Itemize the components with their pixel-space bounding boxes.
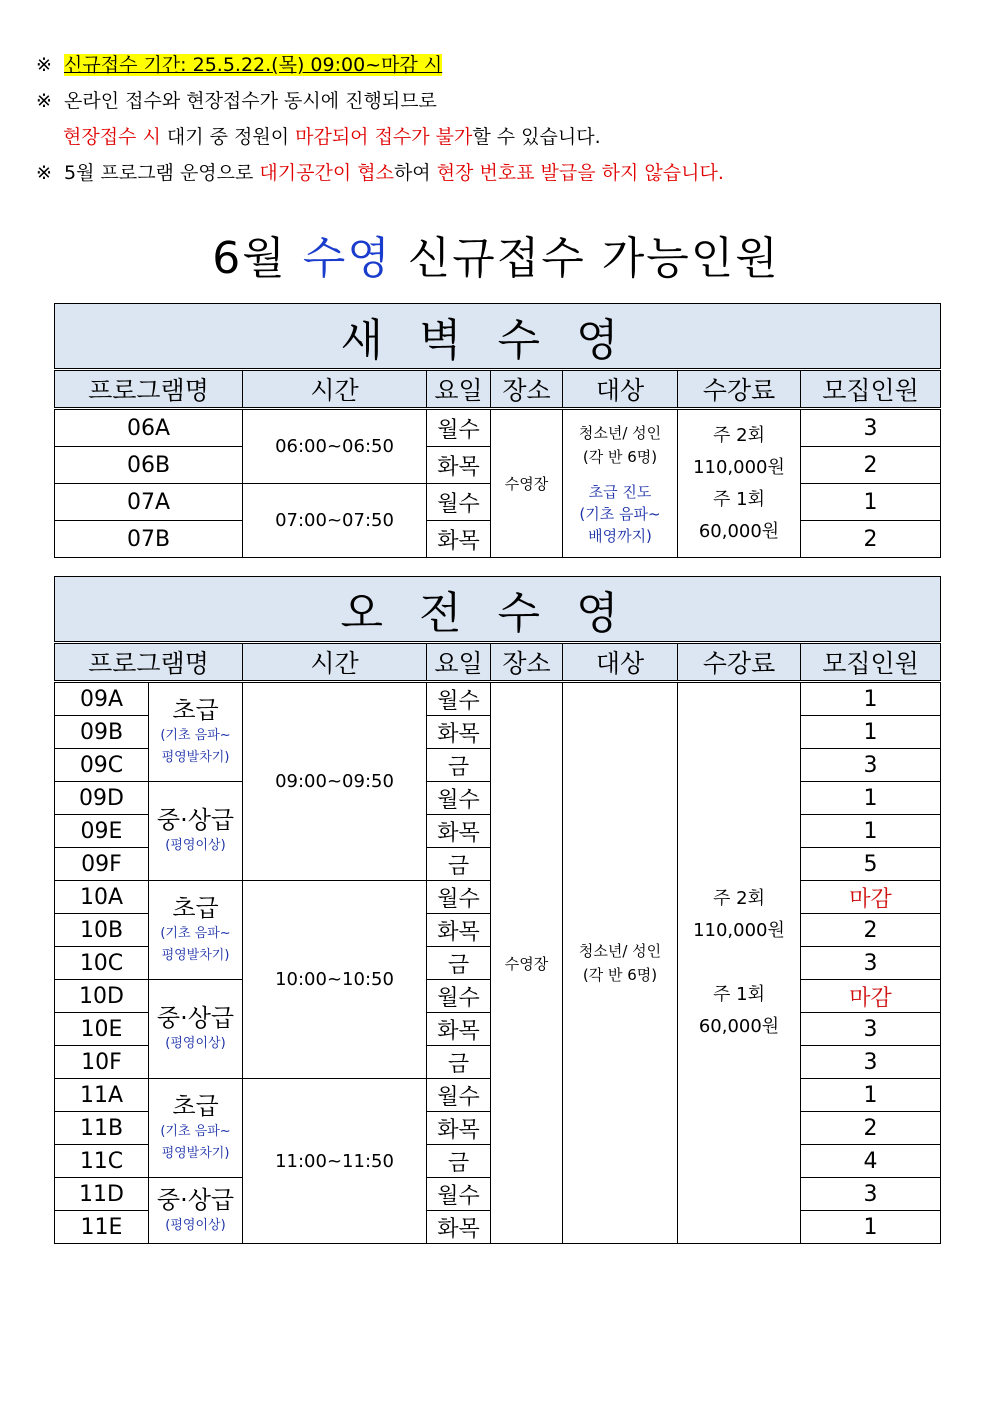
page-title — [0, 222, 992, 286]
day-cell: 화목 — [427, 1112, 491, 1145]
header-time: 시간 — [243, 643, 427, 682]
capacity-cell: 마감 — [801, 881, 941, 914]
day-cell: 금 — [427, 749, 491, 782]
capacity-cell: 3 — [801, 947, 941, 980]
capacity-cell: 1 — [801, 815, 941, 848]
program-code: 11C — [55, 1145, 149, 1178]
fee-cell — [678, 409, 801, 558]
capacity-cell: 1 — [801, 1079, 941, 1112]
level-label: 중·상급 — [156, 1185, 235, 1214]
header-target: 대상 — [563, 643, 678, 682]
day-cell: 월수 — [427, 484, 491, 521]
note-text: 할 수 있습니다. — [472, 126, 601, 148]
capacity-cell: 2 — [801, 914, 941, 947]
program-code: 11D — [55, 1178, 149, 1211]
day-cell: 화목 — [427, 1013, 491, 1046]
capacity-cell: 3 — [801, 749, 941, 782]
level-sub: (기초 음파~ — [160, 1124, 231, 1139]
level-label: 중·상급 — [156, 1004, 235, 1032]
level-label: 초급 — [172, 1092, 219, 1120]
program-code: 09D — [55, 782, 149, 815]
level-sub: 평영발차기) — [161, 750, 230, 765]
header-day: 요일 — [427, 370, 491, 409]
capacity-cell: 1 — [801, 682, 941, 716]
header-target: 대상 — [563, 370, 678, 409]
capacity-cell: 3 — [801, 409, 941, 447]
note-red: 대기공간이 협소 — [259, 162, 394, 184]
capacity-cell: 1 — [801, 716, 941, 749]
notice-line-4 — [36, 155, 724, 191]
capacity-cell: 3 — [801, 1013, 941, 1046]
fee-line: 주 2회 — [713, 424, 765, 446]
target-line: (각 반 6명) — [582, 447, 658, 466]
time-slot: 09:00~09:50 — [243, 682, 427, 881]
note-text: 대기 중 정원이 — [160, 126, 296, 148]
target-cell — [563, 682, 678, 1244]
capacity-cell: 4 — [801, 1145, 941, 1178]
header-row — [55, 643, 941, 682]
note-mark: ※ — [36, 90, 52, 112]
time-slot: 10:00~10:50 — [243, 881, 427, 1079]
capacity-cell: 2 — [801, 447, 941, 484]
fee-line: 주 1회 — [713, 488, 765, 510]
target-line: 초급 진도 — [588, 482, 652, 501]
day-cell: 화목 — [427, 521, 491, 558]
day-cell: 월수 — [427, 881, 491, 914]
level-cell — [149, 782, 243, 881]
fee-line: 110,000원 — [693, 456, 785, 478]
header-day: 요일 — [427, 643, 491, 682]
header-row — [55, 370, 941, 409]
location-cell: 수영장 — [491, 682, 563, 1244]
program-code: 10C — [55, 947, 149, 980]
notice-line-1 — [36, 47, 724, 83]
dawn-banner: 새벽수영 — [55, 304, 941, 370]
note-red: 마감되어 접수가 불가 — [295, 126, 473, 148]
fee-line: 주 1회 — [713, 984, 765, 1005]
day-cell: 월수 — [427, 1178, 491, 1211]
level-sub: (평영이상) — [165, 838, 226, 853]
note-text: 온라인 접수와 현장접수가 동시에 진행되므로 — [64, 90, 437, 112]
fee-line: 110,000원 — [693, 920, 785, 941]
program-code: 11A — [55, 1079, 149, 1112]
header-location: 장소 — [491, 643, 563, 682]
program-code: 10D — [55, 980, 149, 1013]
note-red: 현장접수 시 — [63, 126, 161, 148]
header-time: 시간 — [243, 370, 427, 409]
program-code: 11B — [55, 1112, 149, 1145]
day-cell: 월수 — [427, 1079, 491, 1112]
level-cell — [149, 1178, 243, 1244]
capacity-cell: 2 — [801, 1112, 941, 1145]
program-code: 10B — [55, 914, 149, 947]
target-line: 청소년/ 성인 — [578, 423, 662, 442]
level-label: 중·상급 — [156, 806, 235, 834]
level-cell — [149, 682, 243, 782]
capacity-cell: 3 — [801, 1178, 941, 1211]
note-text: 5월 프로그램 운영으로 — [64, 162, 260, 184]
day-cell: 금 — [427, 848, 491, 881]
level-label: 초급 — [172, 696, 219, 724]
level-sub: 평영발차기) — [161, 948, 230, 963]
program-code: 10A — [55, 881, 149, 914]
target-line: (기초 음파~ — [579, 504, 661, 523]
level-sub: (평영이상) — [165, 1217, 226, 1233]
level-label: 초급 — [172, 894, 219, 922]
fee-line: 60,000원 — [698, 1016, 780, 1037]
program-code: 07B — [55, 521, 243, 558]
program-code: 06B — [55, 447, 243, 484]
day-cell: 월수 — [427, 682, 491, 716]
registration-period: 신규접수 기간: 25.5.22.(목) 09:00~마감 시 — [64, 54, 443, 76]
fee-line: 주 2회 — [713, 888, 765, 909]
capacity-cell: 1 — [801, 782, 941, 815]
note-mark: ※ — [36, 54, 52, 76]
level-sub: 평영발차기) — [161, 1146, 230, 1161]
level-cell — [149, 1079, 243, 1178]
day-cell: 월수 — [427, 782, 491, 815]
target-cell — [563, 409, 678, 558]
header-program: 프로그램명 — [55, 370, 243, 409]
day-cell: 금 — [427, 1145, 491, 1178]
target-line: 청소년/ 성인 — [578, 942, 662, 960]
morning-swim-table — [54, 576, 941, 1244]
capacity-cell: 1 — [801, 1211, 941, 1244]
level-cell — [149, 881, 243, 980]
day-cell: 화목 — [427, 1211, 491, 1244]
program-code: 09F — [55, 848, 149, 881]
note-mark: ※ — [36, 162, 52, 184]
note-text: 하여 — [393, 162, 437, 184]
header-capacity: 모집인원 — [801, 370, 941, 409]
capacity-cell: 1 — [801, 484, 941, 521]
level-cell — [149, 980, 243, 1079]
title-part: 6월 — [212, 233, 303, 284]
program-code: 07A — [55, 484, 243, 521]
title-highlight: 수영 — [302, 233, 392, 284]
level-sub: (기초 음파~ — [160, 728, 231, 743]
notice-line-3 — [36, 119, 724, 155]
fee-line: 60,000원 — [698, 520, 780, 542]
header-location: 장소 — [491, 370, 563, 409]
day-cell: 금 — [427, 1046, 491, 1079]
day-cell: 금 — [427, 947, 491, 980]
program-code: 10E — [55, 1013, 149, 1046]
capacity-cell: 2 — [801, 521, 941, 558]
capacity-cell: 3 — [801, 1046, 941, 1079]
header-fee: 수강료 — [678, 643, 801, 682]
level-sub: (평영이상) — [165, 1036, 226, 1051]
day-cell: 월수 — [427, 980, 491, 1013]
program-code: 09A — [55, 682, 149, 716]
morning-banner: 오전수영 — [55, 577, 941, 643]
time-slot: 11:00~11:50 — [243, 1079, 427, 1244]
program-code: 11E — [55, 1211, 149, 1244]
dawn-swim-table — [54, 303, 941, 558]
table-row — [55, 409, 941, 447]
notice-line-2 — [36, 83, 724, 119]
day-cell: 월수 — [427, 409, 491, 447]
program-code: 09B — [55, 716, 149, 749]
location-cell: 수영장 — [491, 409, 563, 558]
title-part: 신규접수 가능인원 — [391, 233, 780, 284]
note-red: 현장 번호표 발급을 하지 않습니다. — [436, 162, 724, 184]
day-cell: 화목 — [427, 914, 491, 947]
day-cell: 화목 — [427, 815, 491, 848]
capacity-cell: 5 — [801, 848, 941, 881]
header-fee: 수강료 — [678, 370, 801, 409]
day-cell: 화목 — [427, 447, 491, 484]
level-sub: (기초 음파~ — [160, 926, 231, 941]
notice-block — [36, 47, 724, 191]
day-cell: 화목 — [427, 716, 491, 749]
header-capacity: 모집인원 — [801, 643, 941, 682]
table-row — [55, 682, 941, 716]
program-code: 06A — [55, 409, 243, 447]
header-program: 프로그램명 — [55, 643, 243, 682]
program-code: 09C — [55, 749, 149, 782]
fee-cell — [678, 682, 801, 1244]
target-line: (각 반 6명) — [582, 966, 658, 984]
capacity-cell: 마감 — [801, 980, 941, 1013]
program-code: 09E — [55, 815, 149, 848]
time-slot: 07:00~07:50 — [243, 484, 427, 558]
program-code: 10F — [55, 1046, 149, 1079]
time-slot: 06:00~06:50 — [243, 409, 427, 484]
target-line: 배영까지) — [588, 526, 652, 545]
